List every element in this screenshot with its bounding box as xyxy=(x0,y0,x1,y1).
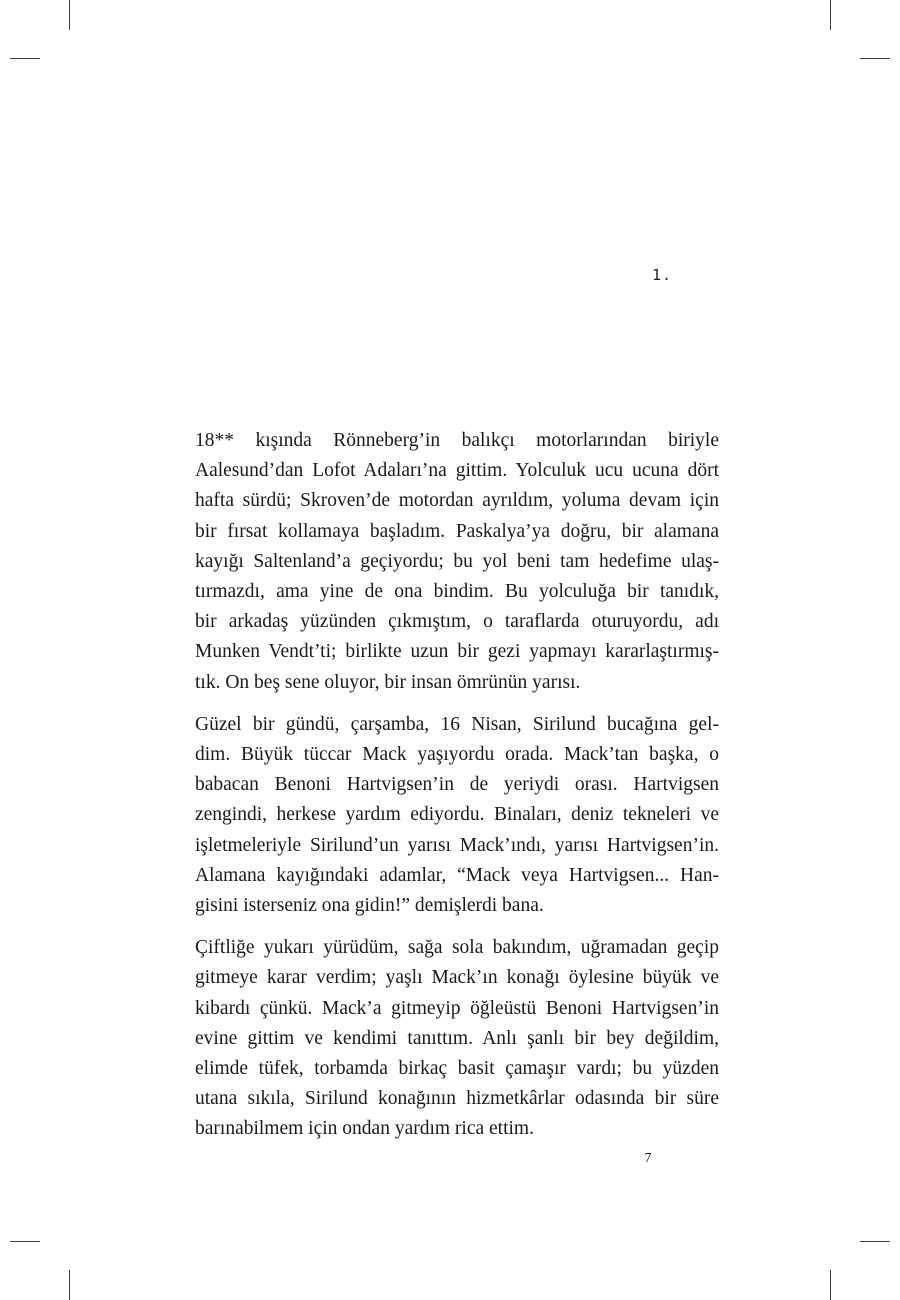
text-line: tırmazdı, ama yine de ona bindim. Bu yolculuğa bir tanıdık, xyxy=(195,581,719,603)
text-line: babacan Benoni Hartvigsen’in de yeriydi orası. Hartvigsen xyxy=(195,774,719,796)
text-line: kayığı Saltenland’a geçiyordu; bu yol beni tam hedefime ulaş- xyxy=(195,550,719,572)
text-line: Güzel bir gündü, çarşamba, 16 Nisan, Sirilund bucağına gel- xyxy=(195,713,719,735)
text-line: gisini isterseniz ona gidin!” demişlerdi bana. xyxy=(195,895,544,917)
page-number: 7 xyxy=(644,1151,652,1166)
text-line: Alamana kayığındaki adamlar, “Mack veya Hartvigsen... Han- xyxy=(195,864,719,886)
crop-mark-top-left-horizontal xyxy=(10,58,40,59)
body-text xyxy=(195,426,719,1157)
text-line: zengindi, herkese yardım ediyordu. Binaları, deniz tekneleri ve xyxy=(195,804,719,826)
text-line: evine gittim ve kendimi tanıttım. Anlı şanlı bir bey değildim, xyxy=(195,1027,719,1049)
text-line: utana sıkıla, Sirilund konağının hizmetkârlar odasında bir süre xyxy=(195,1088,719,1110)
crop-mark-bottom-right-vertical xyxy=(830,1270,831,1300)
text-line: tık. On beş sene oluyor, bir insan ömrünün yarısı. xyxy=(195,671,581,693)
paragraph-2 xyxy=(195,710,719,921)
paragraph-3 xyxy=(195,933,719,1144)
crop-mark-top-right-vertical xyxy=(830,0,831,30)
crop-mark-bottom-left-horizontal xyxy=(10,1241,40,1242)
text-line: 18** kışında Rönneberg’in balıkçı motorlarından biriyle xyxy=(195,430,719,451)
text-line: barınabilmem için ondan yardım rica ettim. xyxy=(195,1118,534,1140)
text-line: hafta sürdü; Skroven’de motordan ayrıldım, yoluma devam için xyxy=(195,490,719,512)
text-line: Çiftliğe yukarı yürüdüm, sağa sola bakındım, uğramadan geçip xyxy=(195,937,719,959)
text-line: Aalesund’dan Lofot Adaları’na gittim. Yolculuk ucu ucuna dört xyxy=(195,460,719,482)
text-line: Munken Vendt’ti; birlikte uzun bir gezi yapmayı kararlaştırmış- xyxy=(195,641,719,663)
text-line: dim. Büyük tüccar Mack yaşıyordu orada. Mack’tan başka, o xyxy=(195,744,719,766)
text-line: bir fırsat kollamaya başladım. Paskalya’ya doğru, bir alamana xyxy=(195,520,719,542)
text-line: gitmeye karar verdim; yaşlı Mack’ın konağı öylesine büyük ve xyxy=(195,967,719,989)
crop-mark-bottom-left-vertical xyxy=(69,1270,70,1300)
crop-mark-top-left-vertical xyxy=(69,0,70,30)
text-line: kibardı çünkü. Mack’a gitmeyip öğleüstü Benoni Hartvigsen’in xyxy=(195,997,719,1019)
chapter-number: 1. xyxy=(652,266,673,284)
crop-mark-top-right-horizontal xyxy=(860,58,890,59)
text-line: elimde tüfek, torbamda birkaç basit çamaşır vardı; bu yüzden xyxy=(195,1058,719,1080)
text-line: işletmeleriyle Sirilund’un yarısı Mack’ındı, yarısı Hartvigsen’in. xyxy=(195,834,719,856)
crop-mark-bottom-right-horizontal xyxy=(860,1241,890,1242)
text-line: bir arkadaş yüzünden çıkmıştım, o taraflarda oturuyordu, adı xyxy=(195,611,719,633)
paragraph-1 xyxy=(195,426,719,698)
